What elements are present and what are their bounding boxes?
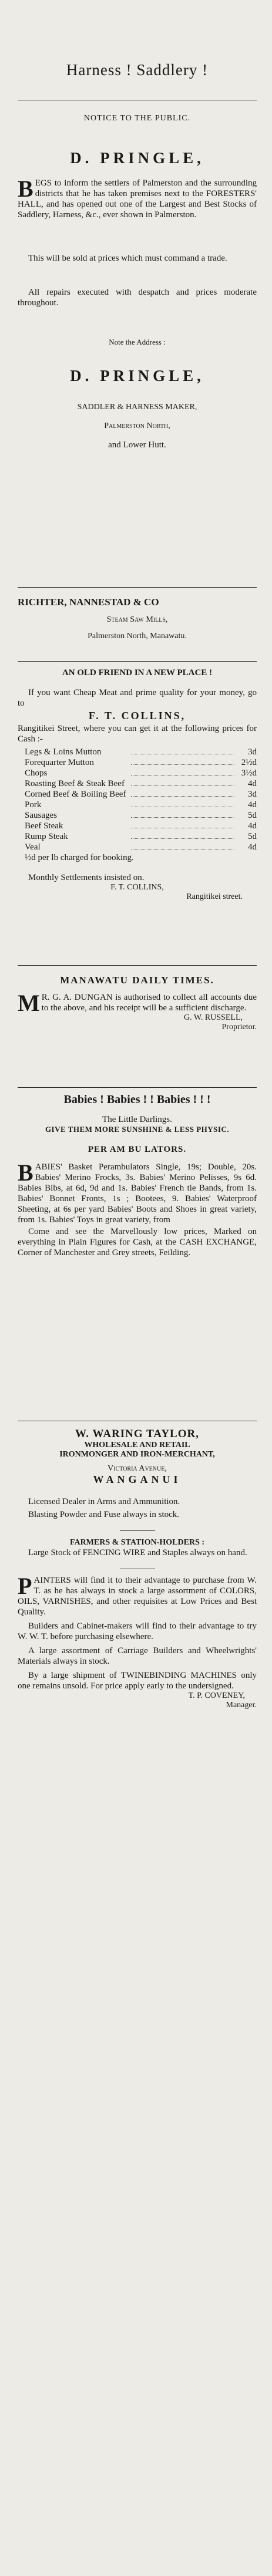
price-row xyxy=(25,821,257,831)
taylor-ad xyxy=(18,1428,257,1710)
note-address: Note the Address : xyxy=(109,338,166,346)
price-item: Beef Steak xyxy=(25,821,63,831)
babies-ad xyxy=(18,1093,257,1258)
times-title: MANAWATU DAILY TIMES. xyxy=(60,975,214,986)
price-value: 5d xyxy=(248,832,257,841)
collins-sign-street: Rangitikei street. xyxy=(186,892,243,901)
price-item: Rump Steak xyxy=(25,832,68,841)
collins-headline: AN OLD FRIEND IN A NEW PLACE ! xyxy=(62,668,213,677)
price-row xyxy=(25,789,257,800)
pringle-name: D. PRINGLE, xyxy=(70,149,204,167)
price-row xyxy=(25,842,257,852)
taylor-sign-role: Manager. xyxy=(226,1701,257,1710)
header-title: Harness ! Saddlery ! xyxy=(66,61,209,79)
taylor-town: WANGANUI xyxy=(93,1474,182,1485)
rule xyxy=(18,587,257,588)
price-item: Legs & Loins Mutton xyxy=(25,747,102,757)
pringle-location1: Palmerston North, xyxy=(104,422,170,430)
rule xyxy=(18,965,257,966)
richter-mills: Steam Saw Mills, xyxy=(106,615,168,624)
pringle-location2: and Lower Hutt. xyxy=(108,440,166,450)
collins-intro: If you want Cheap Meat and prime quality for your money, go to xyxy=(18,688,257,708)
collins-sign-name: F. T. COLLINS, xyxy=(110,883,164,892)
divider xyxy=(120,1530,155,1531)
taylor-carriage: A large assortment of Carriage Builders and Wheelwrights' Materials always in stock. xyxy=(18,1646,257,1666)
price-item: Chops xyxy=(25,768,48,778)
times-role: Proprietor. xyxy=(221,1023,257,1031)
price-list xyxy=(18,747,257,852)
babies-headline: Babies ! Babies ! ! Babies ! ! ! xyxy=(63,1093,211,1106)
drop-cap: P xyxy=(18,1573,32,1599)
price-item: Veal xyxy=(25,842,41,852)
price-value: 3½d xyxy=(241,768,257,778)
babies-sub2: GIVE THEM MORE SUNSHINE & LESS PHYSIC. xyxy=(45,1125,230,1134)
rule xyxy=(18,1087,257,1088)
richter-ad xyxy=(18,596,257,641)
price-row xyxy=(25,768,257,778)
pringle-trade: SADDLER & HARNESS MAKER, xyxy=(77,403,197,412)
taylor-licensed: Licensed Dealer in Arms and Ammunition. xyxy=(28,1497,180,1506)
babies-body-text: ABIES' Basket Perambulators Single, 19s; Double, 20s. Babies' Merino Frocks, 3s. Babies' Merino Pelisses, 9s 6d. Babies Bibs, at 6d, 9d and 1s. Babies' French tie Bands, from 1s. Babies' Bonnet Fronts, 1s ; Bootees, 9. Babies' Waterproof Sheeting, at 6s per yard Babies' Boots and Shoes in great variety, from 1s. Babies' Toys in great variety, from xyxy=(18,1162,257,1225)
harness-saddlery-header xyxy=(18,61,257,79)
taylor-twine: By a large shipment of TWINEBINDING MACHINES only one remains unsold. For price apply early to the undersigned. xyxy=(18,1671,257,1691)
rule xyxy=(18,661,257,662)
pringle-name-again: D. PRINGLE, xyxy=(70,367,204,385)
price-item: Corned Beef & Boiling Beef xyxy=(25,790,126,799)
price-item: Pork xyxy=(25,800,42,810)
pringle-repairs-line: All repairs executed with despatch and prices moderate throughout. xyxy=(18,288,257,308)
times-signer: G. W. RUSSELL, xyxy=(184,1013,243,1022)
times-body xyxy=(18,990,257,1016)
taylor-painters-text: AINTERS will find it to their advantage to purchase from W. T. as he has always in stock a large assortment of COLORS, OILS, VARNISHES, and other requisites at Low Prices and Best Quality. xyxy=(18,1576,257,1617)
price-item: Roasting Beef & Steak Beef xyxy=(25,779,125,788)
taylor-trade1: WHOLESALE AND RETAIL xyxy=(84,1441,190,1449)
taylor-farmers-body: Large Stock of FENCING WIRE and Staples always on hand. xyxy=(28,1548,247,1557)
richter-name: RICHTER, NANNESTAD & CO xyxy=(18,596,159,608)
collins-settlements: Monthly Settlements insisted on. xyxy=(28,873,145,882)
price-value: 3d xyxy=(248,790,257,799)
collins-street: Rangitikei Street, where you can get it at the following prices for Cash :- xyxy=(18,724,257,744)
price-value: 4d xyxy=(248,842,257,852)
price-row xyxy=(25,810,257,821)
taylor-painters xyxy=(18,1575,257,1617)
price-value: 4d xyxy=(248,779,257,788)
price-value: 4d xyxy=(248,821,257,831)
pringle-body-text: EGS to inform the settlers of Palmerston and the surrounding districts that he has taken premises next to the FORESTERS' HALL, and has opened out one of the Largest and Best Stocks of Saddlery, Harness, &c., ever shown in Palmerston. xyxy=(18,178,257,220)
notice-heading: NOTICE TO THE PUBLIC. xyxy=(83,114,191,123)
babies-sub1: The Little Darlings. xyxy=(102,1115,172,1124)
price-item: Sausages xyxy=(25,811,57,820)
taylor-name: W. WARING TAYLOR, xyxy=(75,1428,199,1440)
collins-ad xyxy=(18,668,257,902)
pringle-cash-line: This will be sold at prices which must command a trade. xyxy=(28,254,227,263)
times-ad xyxy=(18,975,257,1032)
collins-footnote: ½d per lb charged for booking. xyxy=(25,853,134,862)
price-value: 4d xyxy=(248,800,257,810)
times-body-text: R. G. A. DUNGAN is authorised to collect all accounts due to the above, and his receipt will be a sufficient discharge. xyxy=(41,993,257,1013)
price-value: 2½d xyxy=(241,758,257,767)
richter-location: Palmerston North, Manawatu. xyxy=(88,632,187,640)
price-value: 3d xyxy=(248,747,257,757)
taylor-sign: T. P. COVENEY, xyxy=(188,1691,245,1700)
drop-cap: B xyxy=(18,176,33,202)
taylor-farmers: FARMERS & STATION-HOLDERS : xyxy=(69,1538,205,1547)
drop-cap: M xyxy=(18,990,40,1016)
price-value: 5d xyxy=(248,811,257,820)
babies-body2: Come and see the Marvellously low prices, Marked on everything in Plain Figures for Cash, at the CASH EXCHANGE, Corner of Manchester and Grey streets, Feilding. xyxy=(18,1227,257,1257)
taylor-trade2: IRONMONGER AND IRON-MERCHANT, xyxy=(59,1450,215,1459)
collins-name: F. T. COLLINS, xyxy=(88,710,186,721)
babies-sub3: PER AM BU LATORS. xyxy=(88,1145,187,1154)
price-row xyxy=(25,778,257,789)
price-row xyxy=(25,757,257,768)
price-row xyxy=(25,800,257,810)
drop-cap: B xyxy=(18,1159,33,1186)
taylor-street: Victoria Avenue, xyxy=(108,1464,167,1473)
taylor-builders: Builders and Cabinet-makers will find to their advantage to try W. W. T. before purchasing elsewhere. xyxy=(18,1621,257,1641)
pringle-ad xyxy=(18,114,257,450)
price-item: Forequarter Mutton xyxy=(25,758,94,767)
price-row xyxy=(25,747,257,757)
babies-body xyxy=(18,1159,257,1225)
pringle-body xyxy=(18,178,257,220)
price-row xyxy=(25,831,257,842)
taylor-blasting: Blasting Powder and Fuse always in stock. xyxy=(28,1510,180,1519)
